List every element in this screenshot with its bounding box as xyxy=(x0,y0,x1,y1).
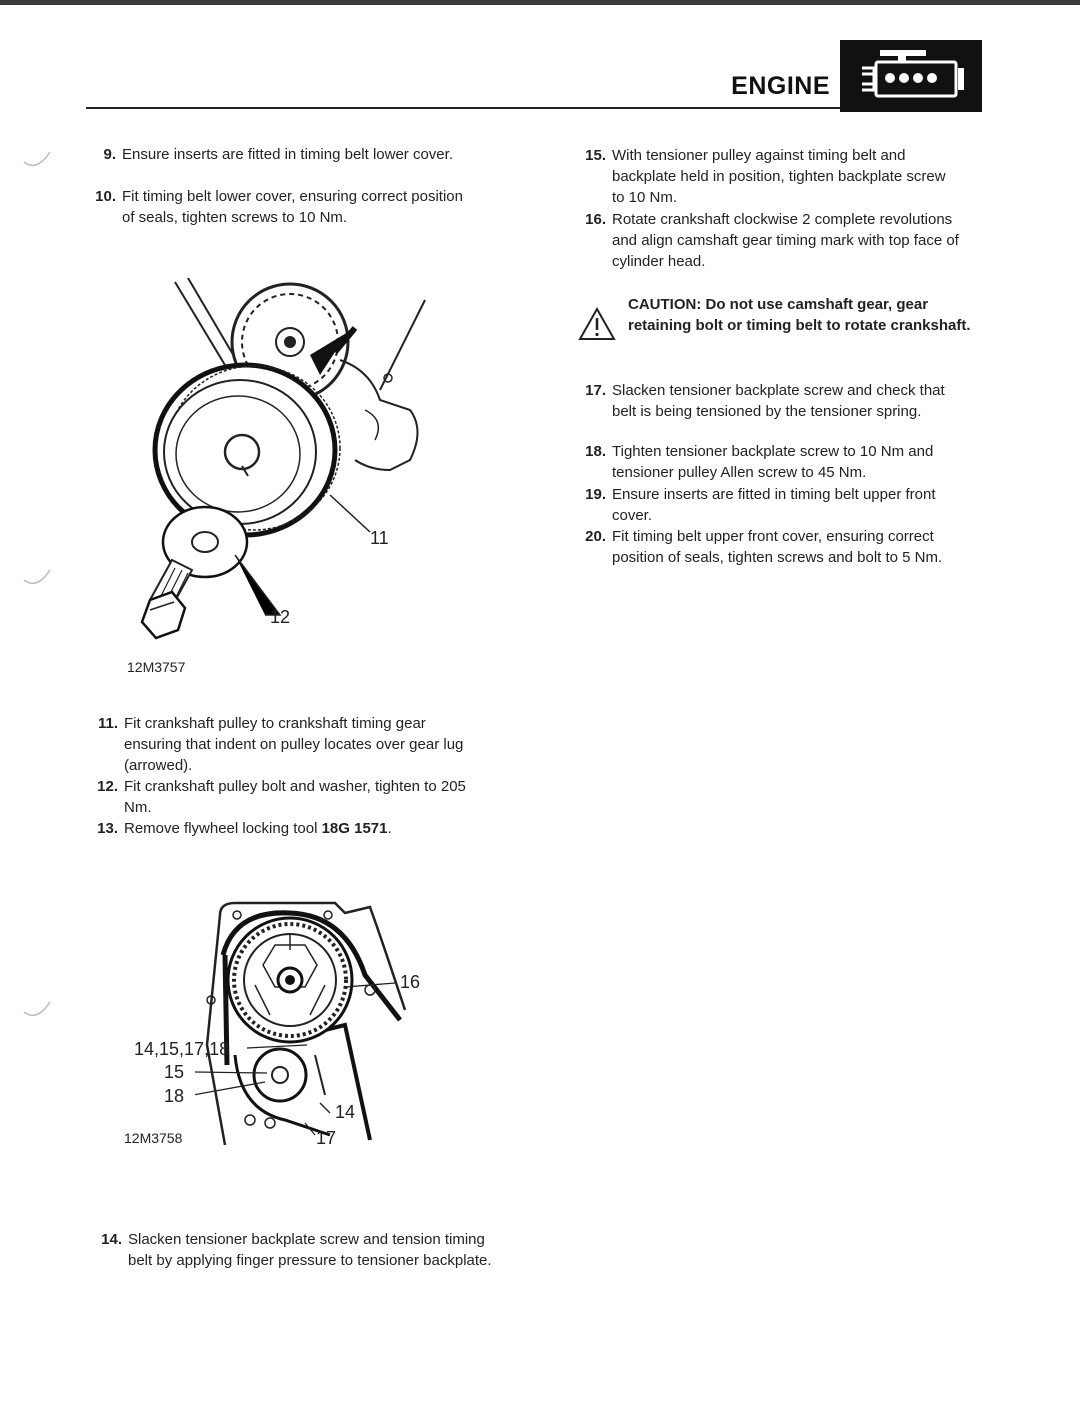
step-number: 9. xyxy=(103,146,116,163)
step-text: Ensure inserts are fitted in timing belt lower cover. xyxy=(122,146,453,163)
callout-12: 12 xyxy=(270,607,291,627)
step-number: 17. xyxy=(585,382,606,399)
engine-icon xyxy=(840,40,982,112)
step-number: 19. xyxy=(585,486,606,503)
step-16 xyxy=(576,209,996,272)
step-number: 12. xyxy=(97,778,118,795)
binding-mark xyxy=(22,150,52,170)
step-15 xyxy=(576,145,996,208)
caution-text: CAUTION: Do not use camshaft gear, gear retaining bolt or timing belt to rotate crankshaft. xyxy=(628,296,971,334)
step-11 xyxy=(88,713,498,776)
header-rule xyxy=(86,107,840,109)
step-number: 11. xyxy=(97,715,118,732)
step-number: 20. xyxy=(585,528,606,545)
step-number: 18. xyxy=(585,443,606,460)
step-text-part: . xyxy=(387,820,392,837)
step-number: 13. xyxy=(97,820,118,837)
callout-18: 18 xyxy=(164,1086,185,1106)
step-10 xyxy=(86,186,486,228)
step-text: Fit timing belt upper front cover, ensuring correct position of seals, tighten screws and bolt to 5 Nm. xyxy=(612,528,943,566)
top-edge-bar xyxy=(0,0,1080,5)
callout-14-15-17-18: 14,15,17,18 xyxy=(134,1039,230,1059)
warning-triangle-icon xyxy=(577,306,617,342)
crankshaft-pulley-illustration xyxy=(130,270,440,650)
step-text: With tensioner pulley against timing belt and backplate held in position, tighten backplate screw to 10 Nm. xyxy=(612,147,946,206)
step-9 xyxy=(86,144,486,186)
step-20 xyxy=(576,526,996,589)
figure-code: 12M3757 xyxy=(127,659,186,675)
step-text: Ensure inserts are fitted in timing belt upper front cover. xyxy=(612,486,936,524)
step-number: 15. xyxy=(585,147,606,164)
step-text: Fit timing belt lower cover, ensuring correct position of seals, tighten screws to 10 Nm. xyxy=(122,188,463,226)
binding-mark xyxy=(22,568,52,588)
step-number: 10. xyxy=(95,188,116,205)
step-text: Rotate crankshaft clockwise 2 complete revolutions and align camshaft gear timing mark with top face of cylinder head. xyxy=(612,211,959,270)
callout-17: 17 xyxy=(316,1128,337,1148)
step-17 xyxy=(576,380,996,443)
callout-15: 15 xyxy=(164,1062,185,1082)
caution-note xyxy=(575,294,995,364)
step-14 xyxy=(92,1229,512,1292)
step-18 xyxy=(576,441,996,483)
step-text: Slacken tensioner backplate screw and check that belt is being tensioned by the tensioner spring. xyxy=(612,382,945,420)
step-text-part: Remove flywheel locking tool xyxy=(124,820,322,837)
callout-11: 11 xyxy=(370,528,389,548)
step-12 xyxy=(88,776,508,818)
figure-code: 12M3758 xyxy=(124,1130,183,1146)
callout-16: 16 xyxy=(400,972,421,992)
timing-belt-illustration xyxy=(195,895,420,1150)
callout-14: 14 xyxy=(335,1102,356,1122)
step-text xyxy=(124,818,504,839)
step-text: Tighten tensioner backplate screw to 10 Nm and tensioner pulley Allen screw to 45 Nm. xyxy=(612,443,934,481)
step-19 xyxy=(576,484,996,526)
step-text: Slacken tensioner backplate screw and tension timing belt by applying finger pressure to tensioner backplate. xyxy=(128,1231,492,1269)
binding-mark xyxy=(22,1000,52,1020)
tool-code: 18G 1571 xyxy=(321,820,388,837)
step-text: Fit crankshaft pulley bolt and washer, tighten to 205 Nm. xyxy=(124,778,466,816)
step-13 xyxy=(88,818,508,839)
step-text: Fit crankshaft pulley to crankshaft timing gear ensuring that indent on pulley locates over gear lug (arrowed). xyxy=(124,715,464,774)
step-number: 14. xyxy=(101,1231,122,1248)
section-title: ENGINE xyxy=(731,72,830,100)
step-number: 16. xyxy=(585,211,606,228)
